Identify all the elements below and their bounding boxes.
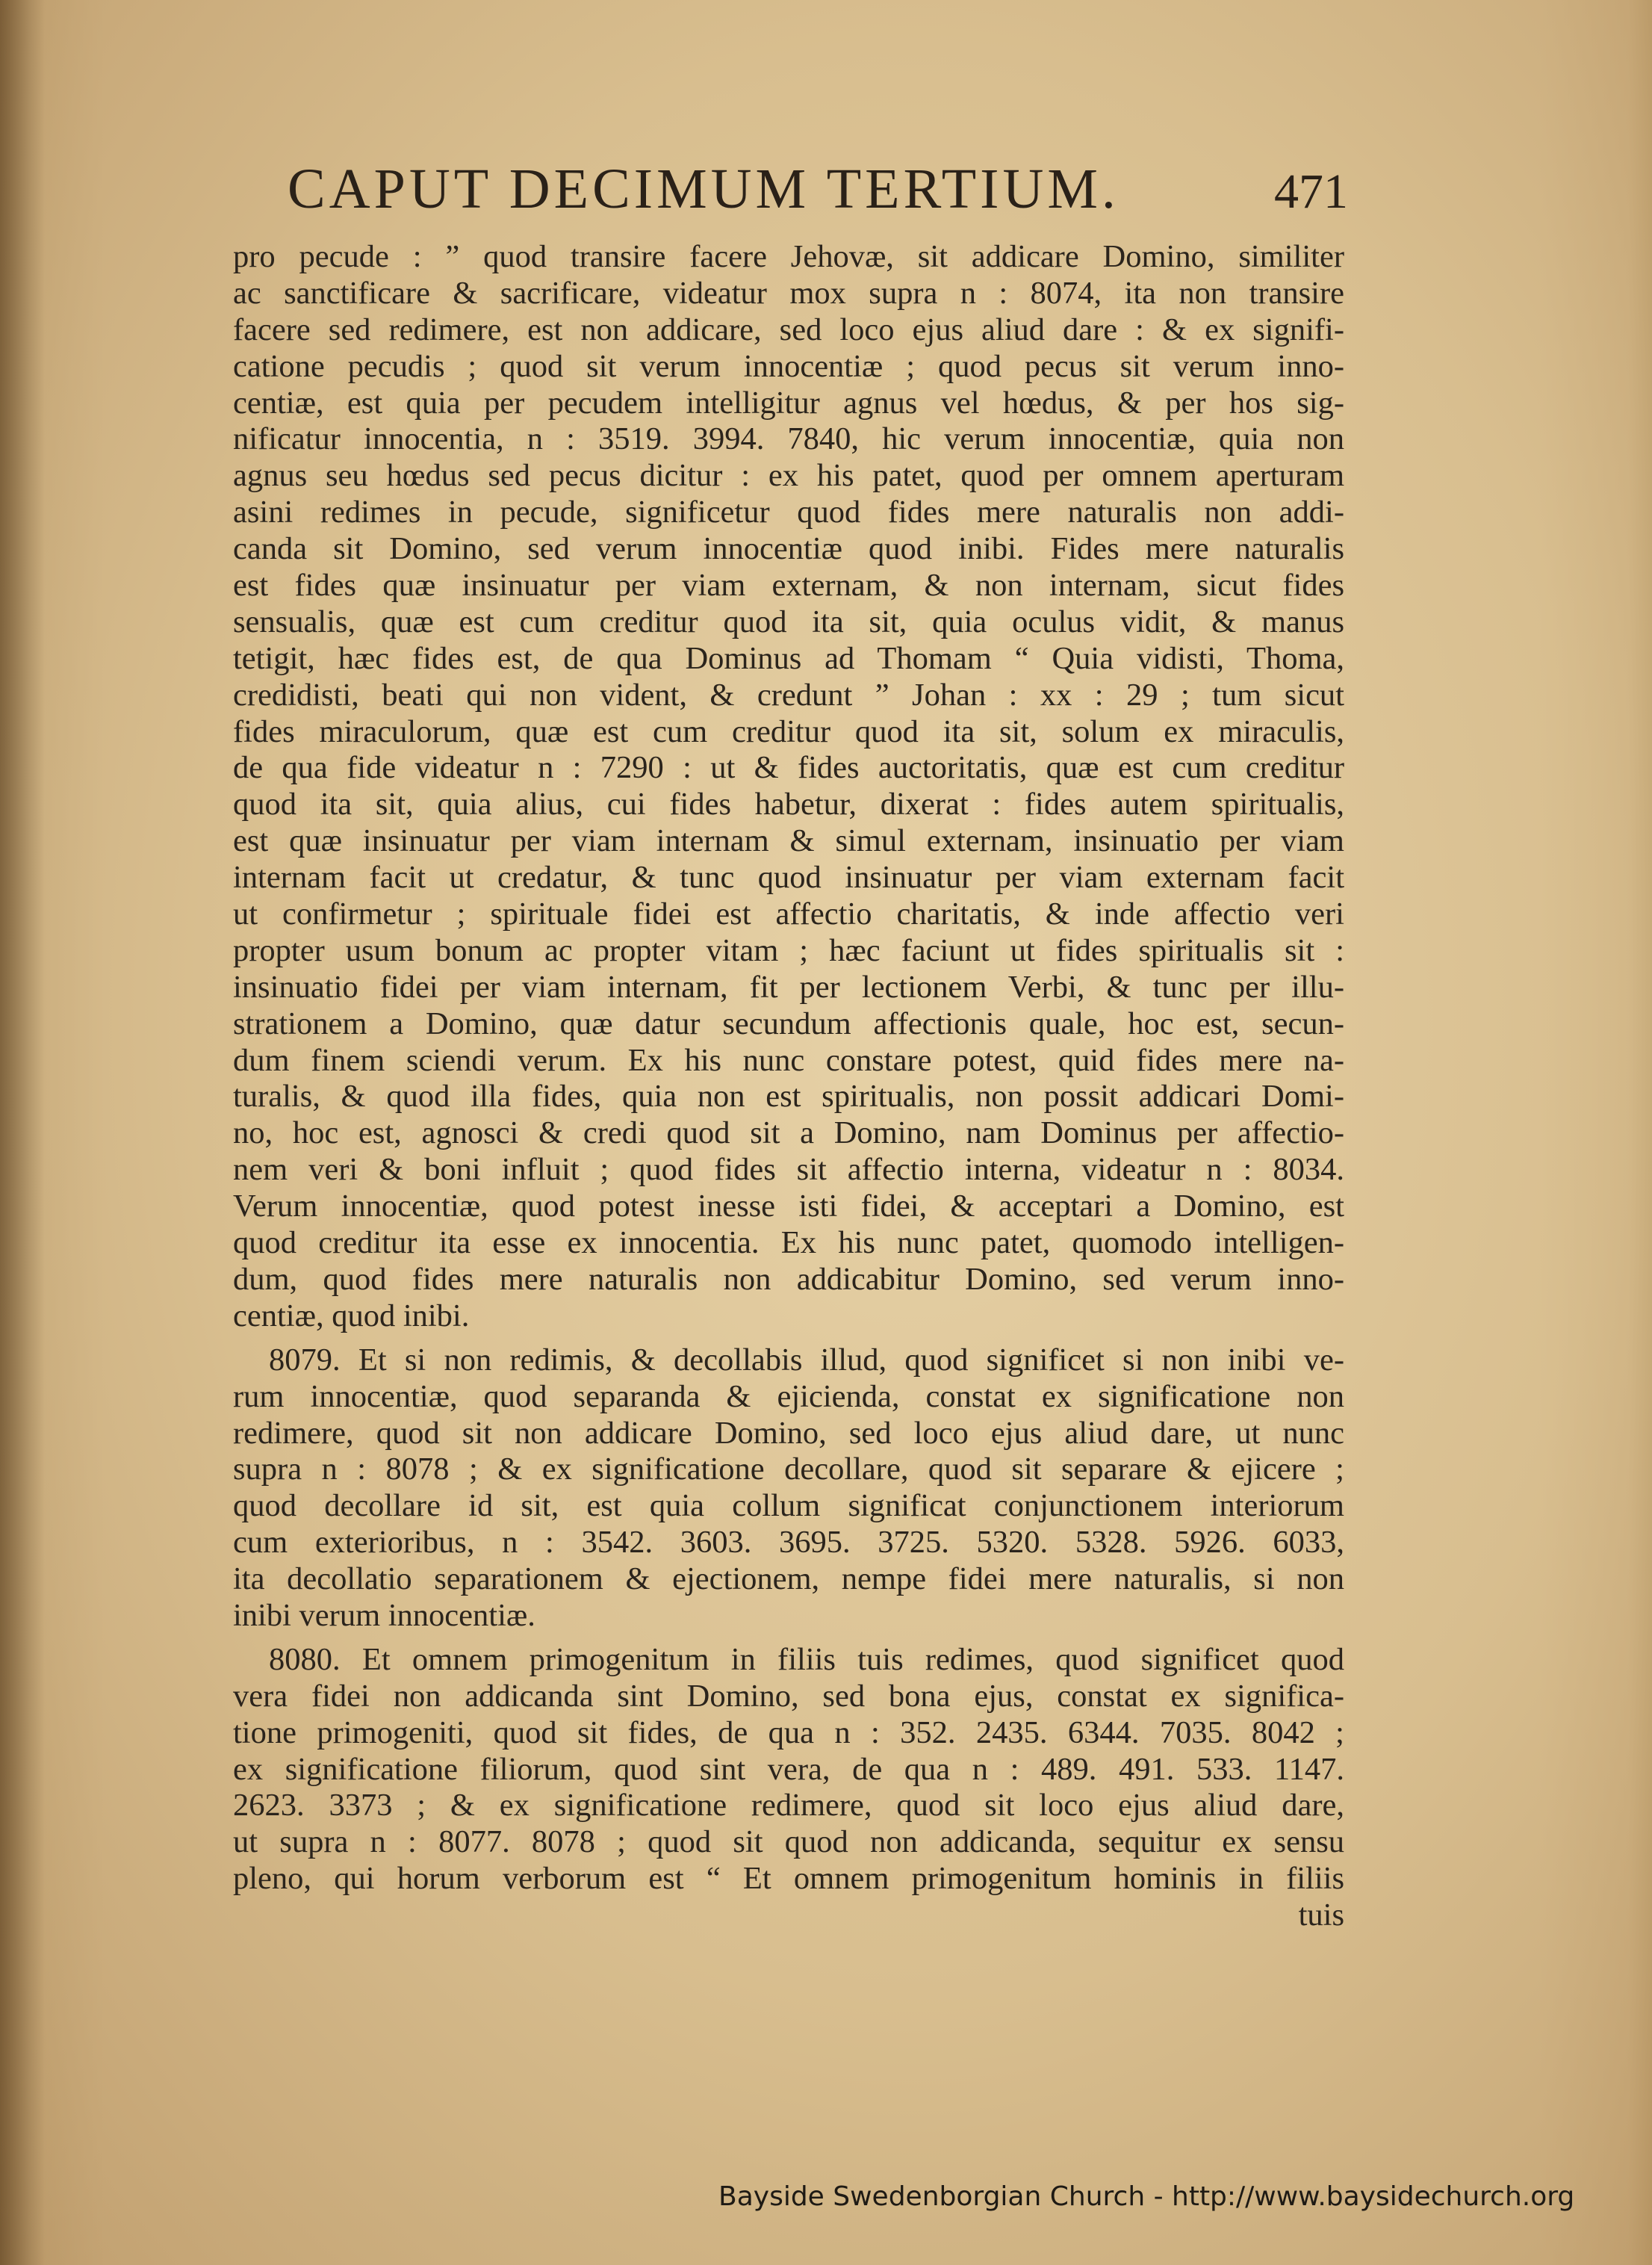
text-line: fides miraculorum, quæ est cum creditur quod ita sit, solum ex miraculis, [233,713,1344,749]
text-line: cum exterioribus, n : 3542. 3603. 3695. 3725. 5320. 5328. 5926. 6033, [233,1525,1344,1561]
text-line: tione primogeniti, quod sit fides, de qua n : 352. 2435. 6344. 7035. 8042 ; [233,1714,1344,1750]
catchword: tuis [1298,1897,1344,1933]
text-line: redimere, quod sit non addicare Domino, sed loco ejus aliud dare, ut nunc [233,1415,1344,1451]
paragraph-gap [233,1335,1344,1342]
text-line: propter usum bonum ac propter vitam ; hæc faciunt ut fides spiritualis sit : [233,932,1344,968]
paragraph-gap [233,1635,1344,1642]
text-line: dum, quod fides mere naturalis non addicabitur Domino, sed verum inno- [233,1261,1344,1297]
text-line: no, hoc est, agnosci & credi quod sit a Domino, nam Dominus per affectio- [233,1115,1344,1151]
text-line: catione pecudis ; quod sit verum innocentiæ ; quod pecus sit verum inno- [233,348,1344,384]
text-line: facere sed redimere, est non addicare, sed loco ejus aliud dare : & ex signifi- [233,312,1344,347]
text-line: supra n : 8078 ; & ex significatione decollare, quod sit separare & ejicere ; [233,1451,1344,1487]
text-line: centiæ, quod inibi. [233,1298,470,1333]
text-line: quod decollare id sit, est quia collum significat conjunctionem interiorum [233,1488,1344,1524]
text-line: ut supra n : 8077. 8078 ; quod sit quod non addicanda, sequitur ex sensu [233,1824,1344,1860]
text-line: nificatur innocentia, n : 3519. 3994. 7840, hic verum innocentiæ, quia non [233,421,1344,457]
text-line: quod creditur ita esse ex innocentia. Ex his nunc patet, quomodo intelligen- [233,1225,1344,1261]
text-line: strationem a Domino, quæ datur secundum affectionis quale, hoc est, secun- [233,1006,1344,1041]
body-text [233,239,1344,1934]
watermark-credit: Bayside Swedenborgian Church - http://www.baysidechurch.org [718,2181,1575,2212]
text-line: nem veri & boni influit ; quod fides sit affectio interna, videatur n : 8034. [233,1152,1344,1188]
text-line: pleno, qui horum verborum est “ Et omnem primogenitum hominis in filiis [233,1861,1344,1897]
text-line: 2623. 3373 ; & ex significatione redimere, quod sit loco ejus aliud dare, [233,1788,1344,1824]
text-line: de qua fide videatur n : 7290 : ut & fides auctoritatis, quæ est cum creditur [233,750,1344,786]
text-line: canda sit Domino, sed verum innocentiæ quod inibi. Fides mere naturalis [233,531,1344,567]
text-line: ex significatione filiorum, quod sint vera, de qua n : 489. 491. 533. 1147. [233,1751,1344,1787]
paragraph-8080-start: 8080. Et omnem primogenitum in filiis tuis redimes, quod significet quod [269,1641,1344,1677]
running-head [288,157,1348,232]
text-line: ut confirmetur ; spirituale fidei est affectio charitatis, & inde affectio veri [233,896,1344,932]
gutter-shadow [0,0,45,2265]
text-line: ita decollatio separationem & ejectionem, nempe fidei mere naturalis, si non [233,1561,1344,1597]
text-line: internam facit ut credatur, & tunc quod insinuatur per viam externam facit [233,860,1344,896]
page-number: 471 [1274,164,1348,219]
text-line: sensualis, quæ est cum creditur quod ita sit, quia oculus vidit, & manus [233,604,1344,639]
text-line: vera fidei non addicanda sint Domino, sed bona ejus, constat ex significa- [233,1678,1344,1714]
text-line: est fides quæ insinuatur per viam externam, & non internam, sicut fides [233,568,1344,604]
text-line: asini redimes in pecude, significetur quod fides mere naturalis non addi- [233,495,1344,530]
text-line: rum innocentiæ, quod separanda & ejicienda, constat ex significatione non [233,1378,1344,1414]
text-line: agnus seu hœdus sed pecus dicitur : ex his patet, quod per omnem aperturam [233,458,1344,494]
text-line: pro pecude : ” quod transire facere Jehovæ, sit addicare Domino, similiter [233,239,1344,274]
text-line: insinuatio fidei per viam internam, fit per lectionem Verbi, & tunc per illu- [233,969,1344,1005]
text-line: quod ita sit, quia alius, cui fides habetur, dixerat : fides autem spiritualis, [233,787,1344,822]
text-line: turalis, & quod illa fides, quia non est spiritualis, non possit addicari Domi- [233,1079,1344,1115]
text-line: dum finem sciendi verum. Ex his nunc constare potest, quid fides mere na- [233,1042,1344,1078]
text-line: ac sanctificare & sacrificare, videatur mox supra n : 8074, ita non transire [233,275,1344,311]
text-line: centiæ, est quia per pecudem intelligitur agnus vel hœdus, & per hos sig- [233,385,1344,421]
text-line: est quæ insinuatur per viam internam & simul externam, insinuatio per viam [233,823,1344,859]
text-line: inibi verum innocentiæ. [233,1597,535,1633]
running-title: CAPUT DECIMUM TERTIUM. [288,158,1120,220]
paragraph-8079-start: 8079. Et si non redimis, & decollabis illud, quod significet si non inibi ve- [269,1342,1344,1378]
text-line: tetigit, hæc fides est, de qua Dominus ad Thomam “ Quia vidisti, Thoma, [233,640,1344,676]
text-line: Verum innocentiæ, quod potest inesse isti fidei, & acceptari a Domino, est [233,1189,1344,1224]
text-line: credidisti, beati qui non vident, & credunt ” Johan : xx : 29 ; tum sicut [233,677,1344,713]
